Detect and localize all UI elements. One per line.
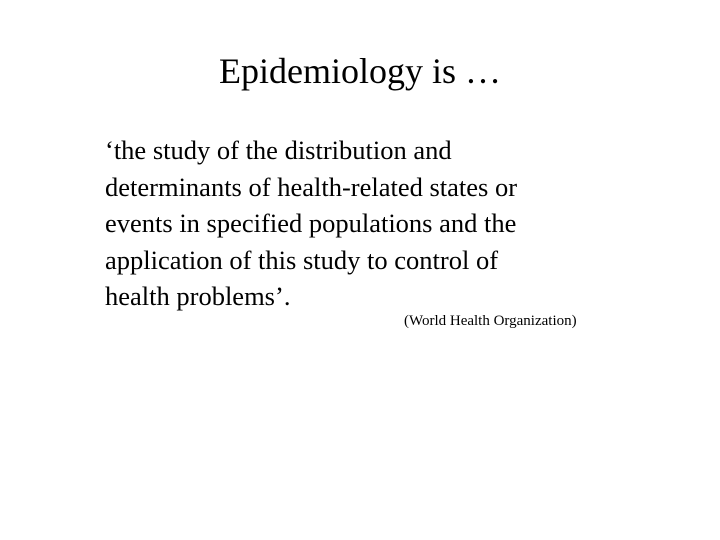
definition-line: ‘the study of the distribution and [105, 135, 452, 165]
definition-line: events in specified populations and the [105, 208, 517, 238]
slide-title: Epidemiology is … [219, 51, 501, 91]
definition-line: health problems’. [105, 281, 291, 311]
definition-line: determinants of health-related states or [105, 171, 518, 202]
definition-line: application of this study to control of [105, 244, 499, 275]
definition-quote [105, 132, 605, 315]
attribution: (World Health Organization) [404, 313, 577, 329]
